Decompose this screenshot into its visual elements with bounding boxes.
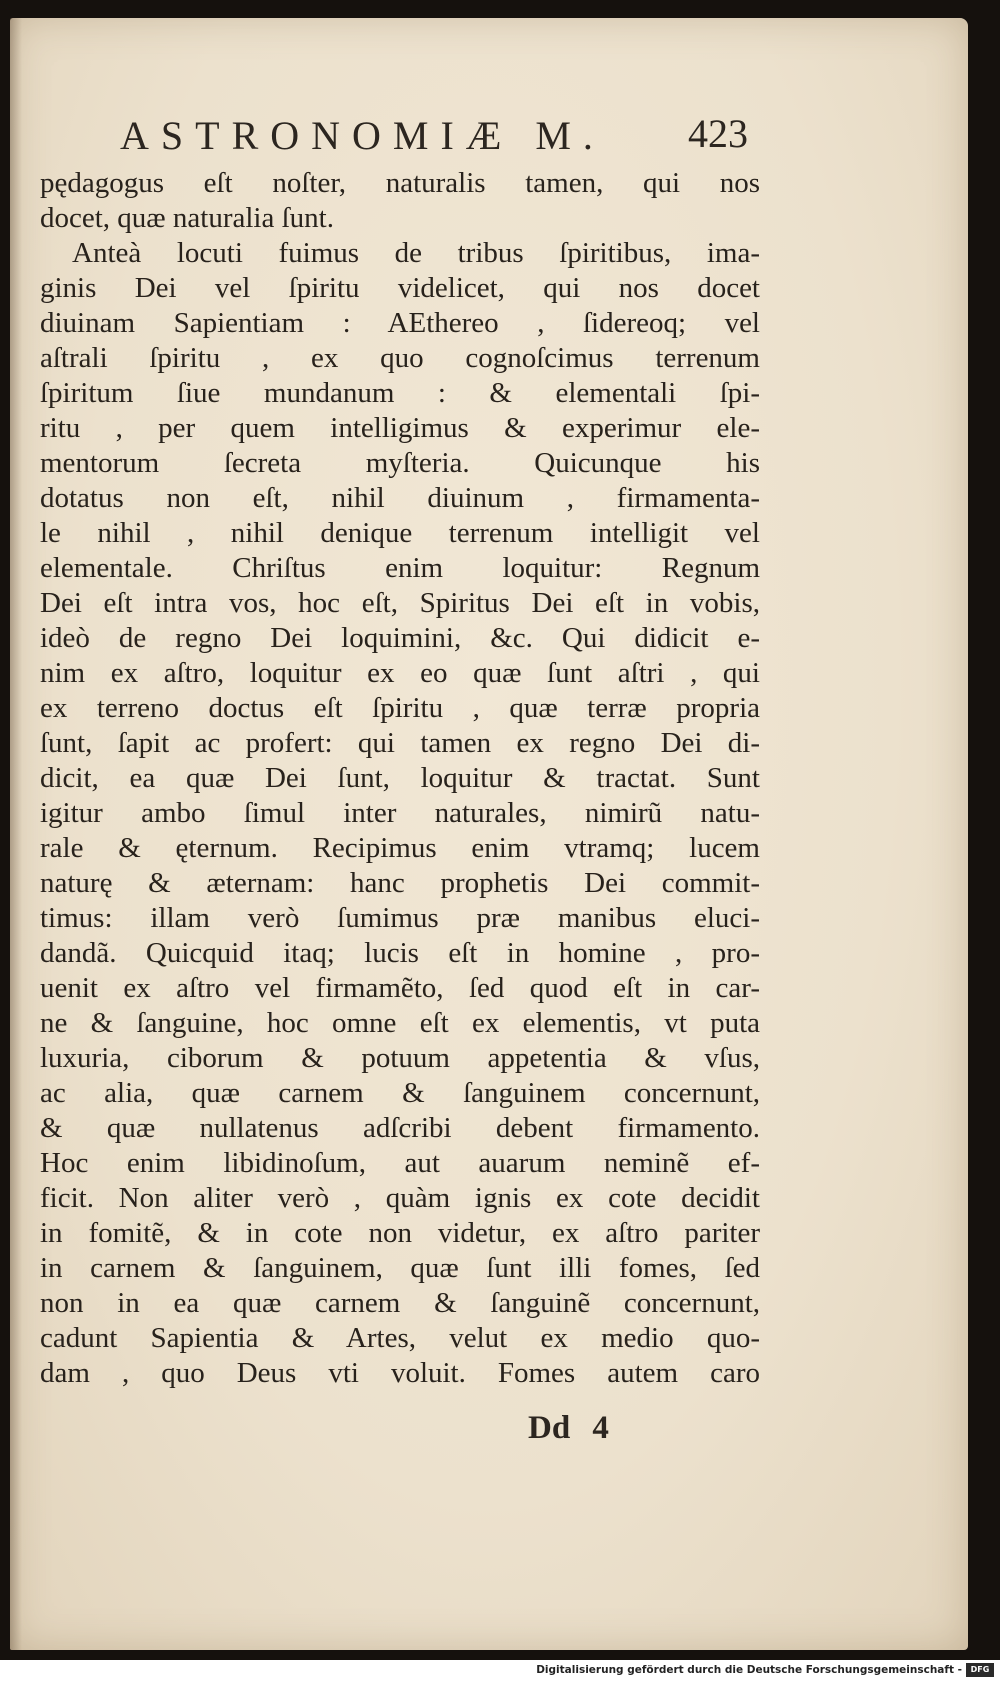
- text-line: ginis Dei vel ſpiritu videlicet, qui nos docet: [40, 272, 760, 304]
- text-line: mentorum ſecreta myſteria. Quicunque his: [40, 447, 760, 479]
- text-line: in carnem & ſanguinem, quæ ſunt illi fomes, ſed: [40, 1252, 760, 1284]
- text-line: ne & ſanguine, hoc omne eſt ex elementis, vt puta: [40, 1007, 760, 1039]
- text-line: dam , quo Deus vti voluit. Fomes autem caro: [40, 1357, 760, 1389]
- text-line: ſunt, ſapit ac profert: qui tamen ex regno Dei di-: [40, 727, 760, 759]
- text-line: uenit ex aſtro vel firmamẽto, ſed quod eſt in car-: [40, 972, 760, 1004]
- text-line: in fomitẽ, & in cote non videtur, ex aſtro pariter: [40, 1217, 760, 1249]
- text-line: elementale. Chriſtus enim loquitur: Regnum: [40, 552, 760, 584]
- text-line: ſpiritum ſiue mundanum : & elementali ſpi-: [40, 377, 760, 409]
- text-line: ideò de regno Dei loquimini, &c. Qui didicit e-: [40, 622, 760, 654]
- text-line: ac alia, quæ carnem & ſanguinem concernunt,: [40, 1077, 760, 1109]
- text-line: cadunt Sapientia & Artes, velut ex medio quo-: [40, 1322, 760, 1354]
- signature-mark: Dd 4: [528, 1410, 609, 1446]
- dfg-logo-icon: DFG: [966, 1663, 994, 1677]
- text-line: ficit. Non aliter verò , quàm ignis ex cote decidit: [40, 1182, 760, 1214]
- text-line: igitur ambo ſimul inter naturales, nimirũ natu-: [40, 797, 760, 829]
- text-line: ritu , per quem intelligimus & experimur ele-: [40, 412, 760, 444]
- page-gutter-shadow: [10, 18, 22, 1650]
- text-line: pędagogus eſt noſter, naturalis tamen, qui nos: [40, 167, 760, 199]
- text-line: naturę & æternam: hanc prophetis Dei commit-: [40, 867, 760, 899]
- text-line: dicit, ea quæ Dei ſunt, loquitur & tractat. Sunt: [40, 762, 760, 794]
- text-line: Dei eſt intra vos, hoc eſt, Spiritus Dei eſt in vobis,: [40, 587, 760, 619]
- footer-credit: Digitalisierung gefördert durch die Deutsche Forschungsgemeinschaft -: [536, 1664, 962, 1676]
- text-line: diuinam Sapientiam : AEthereo , ſidereoq; vel: [40, 307, 760, 339]
- page-number: 423: [688, 111, 748, 156]
- text-line: docet, quæ naturalia ſunt.: [40, 202, 334, 234]
- text-line: Hoc enim libidinoſum, aut auarum neminẽ ef-: [40, 1147, 760, 1179]
- running-head: ASTRONOMIÆ M.: [120, 113, 605, 158]
- text-line: luxuria, ciborum & potuum appetentia & vſus,: [40, 1042, 760, 1074]
- text-line: & quæ nullatenus adſcribi debent firmamento.: [40, 1112, 760, 1144]
- text-line: rale & ęternum. Recipimus enim vtramq; lucem: [40, 832, 760, 864]
- text-line: le nihil , nihil denique terrenum intelligit vel: [40, 517, 760, 549]
- text-line: aſtrali ſpiritu , ex quo cognoſcimus terrenum: [40, 342, 760, 374]
- text-line: non in ea quæ carnem & ſanguinẽ concernunt,: [40, 1287, 760, 1319]
- text-line: Anteà locuti fuimus de tribus ſpiritibus, ima-: [72, 237, 760, 269]
- body-text: [40, 166, 760, 1391]
- text-line: ex terreno doctus eſt ſpiritu , quæ terræ propria: [40, 692, 760, 724]
- text-line: dotatus non eſt, nihil diuinum , firmamenta-: [40, 482, 760, 514]
- text-line: timus: illam verò ſumimus præ manibus eluci-: [40, 902, 760, 934]
- text-line: nim ex aſtro, loquitur ex eo quæ ſunt aſtri , qui: [40, 657, 760, 689]
- text-line: dandã. Quicquid itaq; lucis eſt in homine , pro-: [40, 937, 760, 969]
